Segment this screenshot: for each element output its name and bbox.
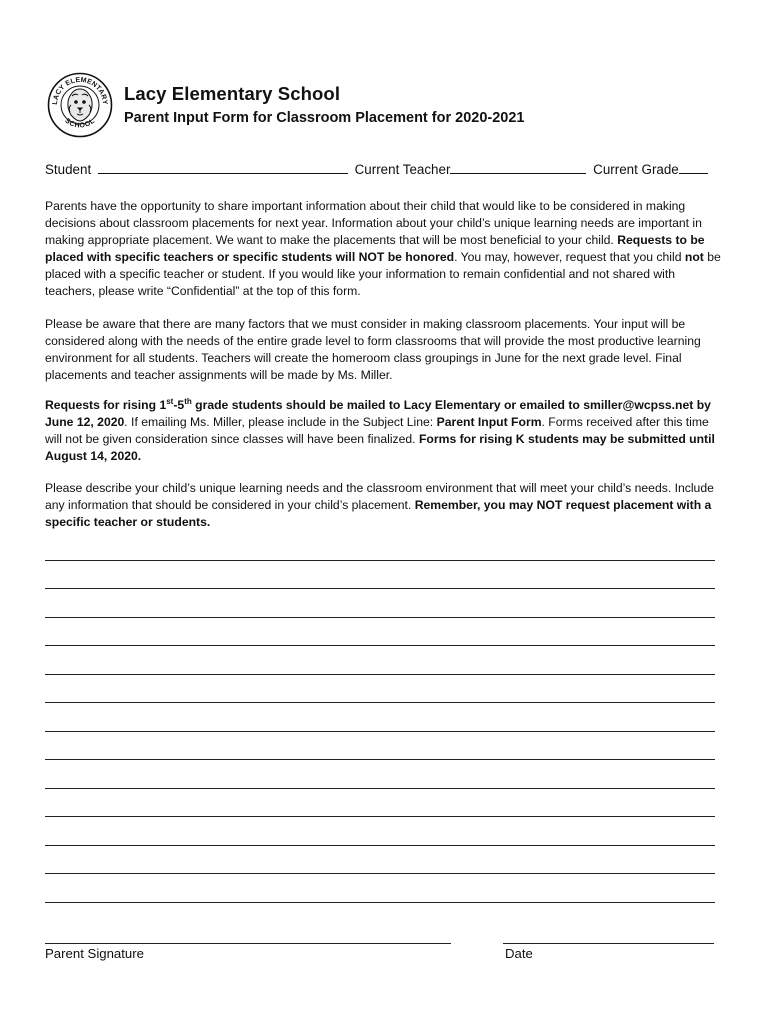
describe-bold-reminder: Remember, you may NOT request placement with a specific teacher or students. [45,498,712,529]
school-name: Lacy Elementary School [124,83,341,104]
intro-text-1: Parents have the opportunity to share important information about their child that would like to be considered in making decisions about classroom placements for next year. Information about your child’s unique learning needs are important in making appropriate placement. We want to make the placements that will be most beneficial to your child. [45,199,702,247]
intro-text-3: be placed with a specific teacher or student. If you would like your information to remain confidential and not shared with teachers, please write “Confidential” at the top of this form. [45,250,721,298]
writing-line[interactable] [45,702,715,703]
current-teacher-label: Current Teacher [354,162,451,177]
form-title: Parent Input Form for Classroom Placement for 2020-2021 [124,110,525,126]
parent-signature-label: Parent Signature [45,946,144,961]
current-grade-field[interactable] [679,161,708,174]
writing-line[interactable] [45,845,715,846]
writing-line[interactable] [45,617,715,618]
student-info-row [45,161,725,177]
parent-signature-line[interactable] [45,943,451,944]
writing-line[interactable] [45,788,715,789]
student-name-field[interactable] [98,161,348,174]
writing-line[interactable] [45,873,715,874]
lion-icon [68,89,92,121]
writing-line[interactable] [45,759,715,760]
intro-text-2: . You may, however, request that you child [454,250,685,264]
writing-line[interactable] [45,816,715,817]
writing-line[interactable] [45,588,715,589]
factors-paragraph: Please be aware that there are many factors that we must consider in making classroom placements. Your input will be considered along with the needs of the entire grade level to form classrooms that will provide the most productive learning environment for all students. Teachers will create the homeroom class groupings in June for the next grade level. Final placements and teacher assignments will be made by Ms. Miller. [45,317,701,382]
school-logo [47,72,113,138]
intro-bold-not: not [684,250,704,264]
student-label: Student [45,162,92,177]
date-label: Date [505,946,533,961]
date-line[interactable] [503,943,714,944]
deadline-bold-1: Requests for rising 1st-5th grade students should be mailed to Lacy Elementary or emailed to smiller@wcpss.net by June 12, 2020 [45,396,711,429]
kindergarten-deadline-bold: Forms for rising K students may be submitted until August 14, 2020. [45,432,715,463]
logo-ring-bottom-text: SCHOOL [63,117,97,130]
logo-ring-top-text: LACY ELEMENTARY [51,76,109,106]
intro-paragraph [45,198,725,300]
writing-line[interactable] [45,645,715,646]
deadline-text-2: . Forms received after this time will not be given consideration since classes will have been finalized. [45,415,709,446]
writing-line[interactable] [45,560,715,561]
current-grade-label: Current Grade [593,162,679,177]
intro-bold-notice: Requests to be placed with specific teachers or specific students will NOT be honored [45,233,705,264]
deadline-text-1: . If emailing Ms. Miller, please include in the Subject Line: [124,415,437,429]
subject-line-bold: Parent Input Form [436,415,542,429]
writing-line[interactable] [45,902,715,903]
describe-text: Please describe your child’s unique learning needs and the classroom environment that will meet your child’s needs. Include any information that should be considered in your child’s placement. [45,481,714,512]
deadline-paragraph [45,397,725,465]
writing-line[interactable] [45,674,715,675]
current-teacher-field[interactable] [450,161,586,174]
writing-line[interactable] [45,731,715,732]
describe-paragraph [45,480,725,531]
